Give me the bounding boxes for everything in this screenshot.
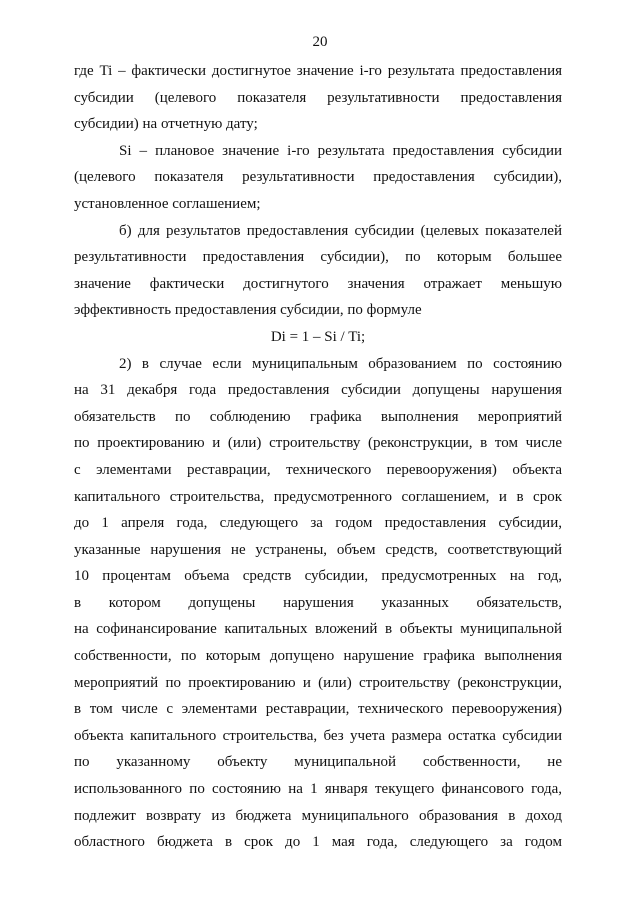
text-line: мероприятий по проектированию и (или) строительству (реконструкции, xyxy=(74,674,562,691)
text-line: капитального строительства, предусмотренного соглашением, и в срок xyxy=(74,488,562,505)
text-line: использованного по состоянию на 1 января текущего финансового года, xyxy=(74,781,562,798)
text-line: (целевого показателя результативности предоставления субсидии), xyxy=(74,169,562,186)
text-line: в котором допущены нарушения указанных обязательств, xyxy=(74,594,562,611)
text-line: объекта капитального строительства, без учета размера остатка субсидии xyxy=(74,727,562,744)
text-line: до 1 апреля года, следующего за годом предоставления субсидии, xyxy=(74,515,562,532)
text-line: по указанному объекту муниципальной собственности, не xyxy=(74,754,562,771)
text-line: обязательств по соблюдению графика выполнения мероприятий xyxy=(74,408,562,425)
text-line: в том числе с элементами реставрации, технического перевооружения) xyxy=(74,701,562,718)
text-line: результативности предоставления субсидии), по которым большее xyxy=(74,249,562,266)
text-line: субсидии) на отчетную дату; xyxy=(74,116,258,133)
text-line: эффективность предоставления субсидии, по формуле xyxy=(74,302,422,319)
text-line: субсидии (целевого показателя результативности предоставления xyxy=(74,89,562,106)
text-line: значение фактически достигнутого значения отражает меньшую xyxy=(74,275,562,292)
text-line: областного бюджета в срок до 1 мая года, следующего за годом xyxy=(74,834,562,851)
text-line: Di = 1 – Si / Ti; xyxy=(270,328,366,345)
page-number: 20 xyxy=(312,34,328,50)
text-line: подлежит возврату из бюджета муниципального образования в доход xyxy=(74,807,562,824)
text-line: 2) в случае если муниципальным образованием по состоянию xyxy=(119,355,562,372)
text-line: 10 процентам объема средств субсидии, предусмотренных на год, xyxy=(74,568,562,585)
text-line: на софинансирование капитальных вложений в объекты муниципальной xyxy=(74,621,562,638)
body-text xyxy=(74,58,562,856)
text-line: где Ti – фактически достигнутое значение i-го результата предоставления xyxy=(74,63,562,79)
text-line: на 31 декабря года предоставления субсидии допущены нарушения xyxy=(74,382,562,399)
text-line: собственности, по которым допущено нарушение графика выполнения xyxy=(74,648,562,665)
text-line: указанные нарушения не устранены, объем средств, соответствующий xyxy=(74,541,562,558)
text-line: б) для результатов предоставления субсидии (целевых показателей xyxy=(119,222,562,239)
text-line: по проектированию и (или) строительству (реконструкции, в том числе xyxy=(74,435,562,452)
text-line: Si – плановое значение i-го результата предоставления субсидии xyxy=(119,142,562,159)
text-line: установленное соглашением; xyxy=(74,195,261,212)
text-line: с элементами реставрации, технического перевооружения) объекта xyxy=(74,461,562,478)
